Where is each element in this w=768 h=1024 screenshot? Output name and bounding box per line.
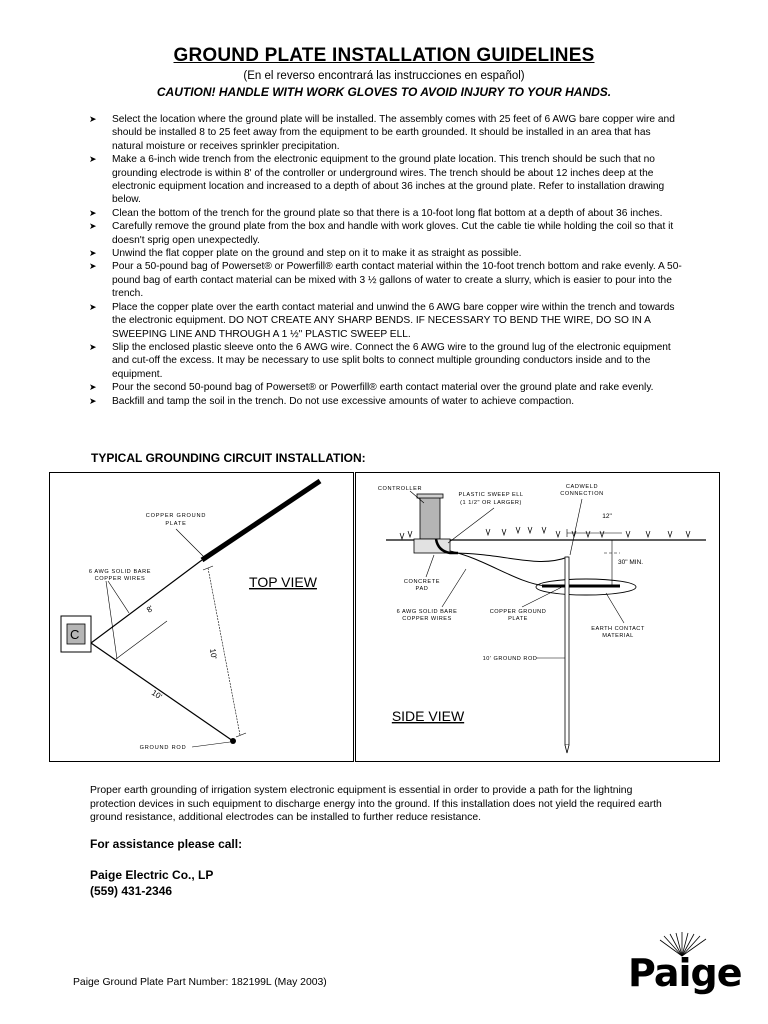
side-view-diagram bbox=[355, 472, 720, 762]
concrete-pad-label: PAD bbox=[415, 586, 429, 592]
side-view-drawing bbox=[356, 473, 719, 761]
grass-icon bbox=[400, 527, 690, 539]
wires-label: 6 AWG SOLID BARE bbox=[88, 569, 152, 575]
instruction-item: ➤ Backfill and tamp the soil in the trench. Do not use excessive amounts of water to achieve compaction. bbox=[89, 395, 575, 407]
ground-rod bbox=[565, 557, 569, 745]
arrow-bullet-icon: ➤ bbox=[89, 154, 97, 165]
arrow-bullet-icon: ➤ bbox=[89, 207, 97, 218]
assistance-heading: For assistance please call: bbox=[90, 837, 243, 851]
grounding-note: Proper earth grounding of irrigation system electronic equipment is essential in order to provide a path for the lightning protection devices in such equipment to discharge energy into the ground. If this installation does not yield the required earth ground resistance, additional electrodes can be installed to further reduce resistance. bbox=[90, 785, 662, 824]
arrow-bullet-icon: ➤ bbox=[89, 221, 97, 232]
instruction-item: ➤ Unwind the flat copper plate on the ground and step on it to make it as straight as possible. bbox=[89, 248, 522, 260]
top-view-diagram bbox=[49, 472, 354, 762]
instruction-item: ➤ Pour a 50-pound bag of Powerset® or Powerfill® earth contact material within the 10-foot trench bottom and rake evenly. A 50-pound bag of earth contact material can be mixed with 3 ½ gallons of water to create a slurry, which is easier to pour into the trench. bbox=[89, 261, 682, 300]
arrow-bullet-icon: ➤ bbox=[89, 114, 97, 124]
arrow-bullet-icon: ➤ bbox=[89, 395, 97, 406]
diagram-heading: TYPICAL GROUNDING CIRCUIT INSTALLATION: bbox=[91, 451, 366, 465]
instruction-item: ➤ Select the location where the ground plate will be installed. The assembly comes with 25 feet of 6 AWG bare copper wire and should be installed 8 to 25 feet away from the equipment to be earth grounded. It should be installed in an area that has natural moisture or receives sprinkler precipitation. bbox=[89, 114, 675, 152]
caution-warning: CAUTION! HANDLE WITH WORK GLOVES TO AVOID INJURY TO YOUR HANDS. bbox=[156, 85, 612, 99]
earth-contact-label: MATERIAL bbox=[602, 633, 634, 639]
paige-logo-icon bbox=[624, 932, 742, 1000]
copper-ground-plate-label: PLATE bbox=[165, 521, 187, 527]
spanish-note: (En el reverso encontrará las instrucciones en español) bbox=[243, 70, 525, 82]
wires-label: COPPER WIRES bbox=[94, 576, 146, 582]
dim-30-label: 30" MIN. bbox=[618, 559, 644, 566]
controller-label: CONTROLLER bbox=[377, 486, 423, 492]
arrow-bullet-icon: ➤ bbox=[89, 341, 97, 352]
arrow-bullet-icon: ➤ bbox=[89, 261, 97, 272]
instruction-item: ➤ Pour the second 50-pound bag of Powerset® or Powerfill® earth contact material over the ground plate and rake evenly. bbox=[89, 382, 654, 394]
arrow-bullet-icon: ➤ bbox=[89, 382, 97, 393]
page-title: GROUND PLATE INSTALLATION GUIDELINES bbox=[173, 45, 595, 66]
concrete-pad-label: CONCRETE bbox=[403, 579, 441, 585]
cadweld-label: CADWELD bbox=[565, 484, 599, 490]
arrow-bullet-icon: ➤ bbox=[89, 301, 97, 312]
instruction-item: ➤ Clean the bottom of the trench for the ground plate so that there is a 10-foot long flat bottom at a depth of about 36 inches. bbox=[89, 207, 663, 219]
ground-rod-label: 10' GROUND ROD bbox=[482, 656, 538, 662]
company-phone: (559) 431-2346 bbox=[90, 884, 173, 898]
copper-ground-plate bbox=[202, 481, 320, 560]
controller-icon bbox=[420, 497, 440, 539]
wires-label: 6 AWG SOLID BARE bbox=[396, 609, 458, 615]
ground-rod-label: GROUND ROD bbox=[139, 745, 187, 751]
copper-ground-plate-label: COPPER GROUND bbox=[145, 513, 207, 519]
earth-contact-label: EARTH CONTACT bbox=[591, 626, 645, 632]
copper-plate-label: PLATE bbox=[508, 616, 528, 622]
dim-8-label: 8' bbox=[144, 603, 156, 615]
part-number: Paige Ground Plate Part Number: 182199L (May 2003) bbox=[73, 977, 327, 988]
cadweld-label: CONNECTION bbox=[560, 491, 604, 497]
svg-text:Paige: Paige bbox=[628, 951, 742, 995]
dim-10-right-label: 10' bbox=[208, 648, 219, 660]
dim-12-label: 12" bbox=[602, 513, 612, 520]
sweep-ell-label: PLASTIC SWEEP ELL bbox=[458, 492, 524, 498]
instruction-item: ➤ Make a 6-inch wide trench from the electronic equipment to the ground plate location. This trench should be such that no grounding electrode is within 8' of the controller or underground wires. The trench should be about 12 inches deep at the electronic equipment location and increased to a depth of about 36 inches at the ground plate. Refer to installation drawing below. bbox=[89, 154, 665, 206]
copper-wire-lower bbox=[450, 553, 568, 561]
top-view-drawing bbox=[50, 473, 353, 761]
ground-rod-icon bbox=[230, 738, 236, 744]
side-view-label: SIDE VIEW bbox=[391, 708, 465, 724]
paige-logo bbox=[624, 932, 742, 1000]
dimension-line-8ft bbox=[116, 621, 167, 659]
sweep-ell-label: (1 1/2" OR LARGER) bbox=[460, 500, 522, 506]
copper-plate-label: COPPER GROUND bbox=[489, 609, 547, 615]
company-name: Paige Electric Co., LP bbox=[90, 868, 214, 882]
arrow-bullet-icon: ➤ bbox=[89, 248, 97, 259]
top-view-label: TOP VIEW bbox=[249, 574, 317, 590]
dim-10-bottom-label: 10' bbox=[149, 688, 164, 702]
instruction-item: ➤ Carefully remove the ground plate from the box and handle with work gloves. Cut the cable tie while holding the coil so that it doesn't sprig open unexpectedly. bbox=[89, 221, 674, 246]
instruction-item: ➤ Slip the enclosed plastic sleeve onto the 6 AWG wire. Connect the 6 AWG wire to the ground lug of the electronic equipment and cut-off the excess. It may be necessary to use split bolts to connect multiple grounding conductors inside and to the equipment. bbox=[89, 341, 671, 380]
instruction-item: ➤ Place the copper plate over the earth contact material and unwind the 6 AWG bare copper wire within the trench and towards the electronic equipment. DO NOT CREATE ANY SHARP BENDS. IF NECESSARY TO BEND THE WIRE, DO SO IN A SWEEPING LINE AND THROUGH A 1 ½" PLASTIC SWEEP ELL. bbox=[89, 301, 675, 340]
controller-letter: C bbox=[70, 627, 80, 642]
instruction-list bbox=[89, 113, 684, 408]
wires-label: COPPER WIRES bbox=[402, 616, 452, 622]
company-contact bbox=[90, 867, 213, 899]
